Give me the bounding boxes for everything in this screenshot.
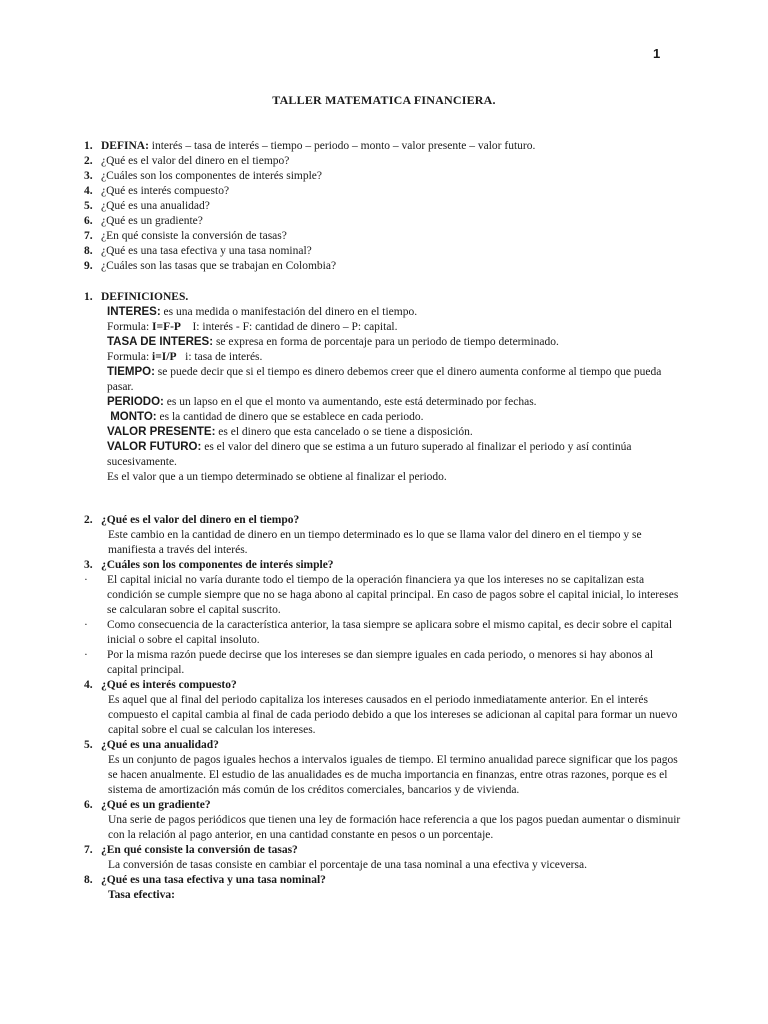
formula-interes: Formula: I=F-P I: interés - F: cantidad de dinero – P: capital. xyxy=(107,321,398,333)
question-heading: 8. ¿Qué es una tasa efectiva y una tasa nominal? xyxy=(84,874,326,886)
list-item: · Como consecuencia de la característica anterior, la tasa siempre se aplicara sobre el mismo capital, es decir sobre el capital inicial o sobre el capital insoluto. xyxy=(84,619,673,646)
definition-valor-futuro-extra: Es el valor que a un tiempo determinado se obtiene al finalizar el periodo. xyxy=(107,471,447,483)
list-item: · Por la misma razón puede decirse que los intereses se dan siempre iguales en cada periodo, o menores si hay abonos al capital principal. xyxy=(84,649,654,676)
subheading-tasa-efectiva: Tasa efectiva: xyxy=(108,889,175,901)
definition-tasa: TASA DE INTERES: se expresa en forma de porcentaje para un periodo de tiempo determinado. xyxy=(107,336,559,348)
definition-interes: INTERES: es una medida o manifestación del dinero en el tiempo. xyxy=(107,306,418,318)
page-number: 1 xyxy=(653,46,661,61)
question-heading: 3. ¿Cuáles son los componentes de interés simple? xyxy=(84,559,334,571)
list-item: 8. ¿Qué es una tasa efectiva y una tasa nominal? xyxy=(84,245,312,257)
list-item: 7. ¿En qué consiste la conversión de tasas? xyxy=(84,230,287,242)
answers-section xyxy=(84,513,684,903)
definition-tiempo: TIEMPO: se puede decir que si el tiempo es dinero debemos creer que el dinero aumenta conforme al tiempo que pueda pasar. xyxy=(107,366,662,393)
list-item: 5. ¿Qué es una anualidad? xyxy=(84,200,210,212)
definition-valor-presente: VALOR PRESENTE: es el dinero que esta cancelado o se tiene a disposición. xyxy=(107,426,473,438)
list-item: 1. DEFINA: interés – tasa de interés – tiempo – periodo – monto – valor presente – valor futuro. xyxy=(84,140,536,152)
document-title: TALLER MATEMATICA FINANCIERA. xyxy=(272,93,496,107)
answer-text: Es un conjunto de pagos iguales hechos a intervalos iguales de tiempo. El termino anualidad parece significar que los pagos se hacen anualmente. El estudio de las anualidades es de mucha importancia en finanzas, entre otras razones, porque es el sistema de amortización más común de los créditos comerciales, bancarios y de vivienda. xyxy=(108,754,678,796)
formula-tasa: Formula: i=I/P i: tasa de interés. xyxy=(107,351,263,363)
question-list xyxy=(84,139,684,274)
definitions-section xyxy=(84,290,684,485)
definition-monto: MONTO: es la cantidad de dinero que se establece en cada periodo. xyxy=(107,411,424,423)
section-heading: 1. DEFINICIONES. xyxy=(84,291,189,303)
list-item: 2. ¿Qué es el valor del dinero en el tiempo? xyxy=(84,155,290,167)
question-heading: 4. ¿Qué es interés compuesto? xyxy=(84,679,237,691)
answer-text: Una serie de pagos periódicos que tienen una ley de formación hace referencia a que los pagos puedan aumentar o disminuir con la relación al pago anterior, en una cantidad constante en pesos o un porcentaje. xyxy=(108,814,681,841)
answer-text: Este cambio en la cantidad de dinero en un tiempo determinado es lo que se llama valor del dinero en el tiempo y se manifiesta a través del interés. xyxy=(108,529,642,556)
definition-periodo: PERIODO: es un lapso en el que el monto va aumentando, este está determinado por fechas. xyxy=(107,396,537,408)
document-body xyxy=(84,139,684,903)
question-heading: 6. ¿Qué es un gradiente? xyxy=(84,799,211,811)
answer-text: La conversión de tasas consiste en cambiar el porcentaje de una tasa nominal a una efectiva y viceversa. xyxy=(108,859,587,871)
list-item: 6. ¿Qué es un gradiente? xyxy=(84,215,203,227)
list-item: 4. ¿Qué es interés compuesto? xyxy=(84,185,230,197)
question-heading: 2. ¿Qué es el valor del dinero en el tiempo? xyxy=(84,514,300,526)
answer-text: Es aquel que al final del periodo capitaliza los intereses causados en el periodo inmediatamente anterior. En el interés compuesto el capital cambia al final de cada periodo debido a que los intereses se adicionan al capital para formar un nuevo capital sobre el cual se calculan los intereses. xyxy=(108,694,678,736)
definition-valor-futuro: VALOR FUTURO: es el valor del dinero que se estima a un futuro superado al finalizar el periodo y así continúa sucesivamente. xyxy=(107,441,632,468)
question-heading: 7. ¿En qué consiste la conversión de tasas? xyxy=(84,844,298,856)
list-item: 3. ¿Cuáles son los componentes de interés simple? xyxy=(84,170,323,182)
list-item: 9. ¿Cuáles son las tasas que se trabajan en Colombia? xyxy=(84,260,337,272)
question-heading: 5. ¿Qué es una anualidad? xyxy=(84,739,219,751)
list-item: · El capital inicial no varía durante todo el tiempo de la operación financiera ya que los intereses no se capitalizan esta condición se cumple siempre que no se haga abono al capital principal. En caso de pagos sobre el capital inicial, lo intereses se calcularan sobre el capital suscrito. xyxy=(84,574,679,616)
